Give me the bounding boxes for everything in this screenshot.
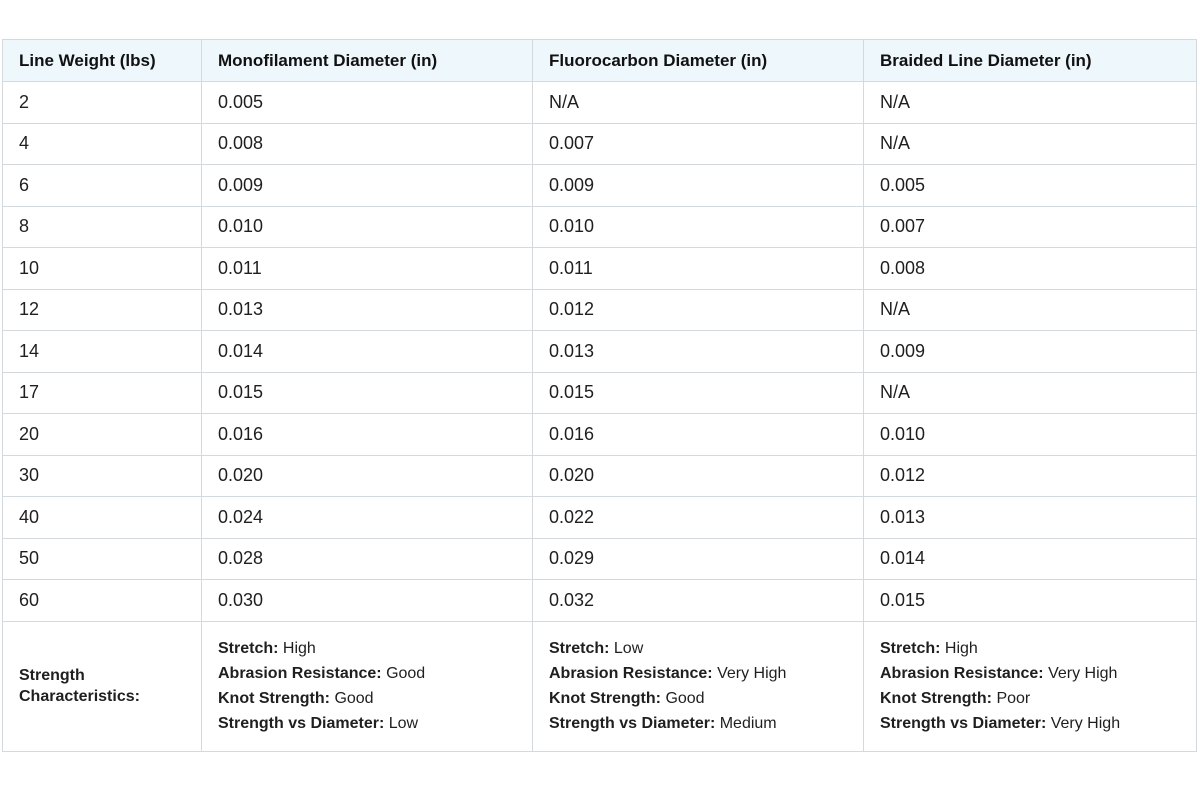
header-line-weight: Line Weight (lbs) xyxy=(3,40,202,82)
characteristic-line xyxy=(218,686,532,711)
cell-fluorocarbon: 0.007 xyxy=(533,123,864,165)
cell-braided: 0.009 xyxy=(864,331,1197,373)
cell-line-weight: 12 xyxy=(3,289,202,331)
strength-cell-monofilament xyxy=(202,621,533,751)
strength-cell-fluorocarbon xyxy=(533,621,864,751)
characteristic-line xyxy=(880,636,1196,661)
cell-line-weight: 6 xyxy=(3,165,202,207)
cell-monofilament: 0.024 xyxy=(202,497,533,539)
cell-monofilament: 0.008 xyxy=(202,123,533,165)
characteristic-value: Very High xyxy=(1050,715,1121,732)
characteristic-line xyxy=(880,711,1196,736)
cell-line-weight: 20 xyxy=(3,414,202,456)
cell-fluorocarbon: 0.012 xyxy=(533,289,864,331)
characteristic-value: Low xyxy=(388,715,419,732)
cell-braided: 0.013 xyxy=(864,497,1197,539)
characteristic-key: Stretch: xyxy=(218,640,279,657)
characteristic-line xyxy=(549,686,863,711)
characteristic-value: Good xyxy=(665,690,705,707)
characteristic-key: Stretch: xyxy=(549,640,610,657)
characteristic-line xyxy=(549,661,863,686)
cell-fluorocarbon: 0.032 xyxy=(533,580,864,622)
cell-monofilament: 0.015 xyxy=(202,372,533,414)
cell-braided: 0.012 xyxy=(864,455,1197,497)
cell-fluorocarbon: 0.016 xyxy=(533,414,864,456)
characteristic-key: Strength vs Diameter: xyxy=(549,715,716,732)
header-row xyxy=(3,40,1197,82)
cell-monofilament: 0.009 xyxy=(202,165,533,207)
characteristic-key: Knot Strength: xyxy=(218,690,330,707)
cell-braided: N/A xyxy=(864,289,1197,331)
cell-monofilament: 0.010 xyxy=(202,206,533,248)
characteristic-key: Knot Strength: xyxy=(549,690,661,707)
table-row xyxy=(3,455,1197,497)
cell-line-weight: 17 xyxy=(3,372,202,414)
table-row xyxy=(3,372,1197,414)
cell-line-weight: 2 xyxy=(3,82,202,124)
characteristic-value: Poor xyxy=(996,690,1031,707)
cell-line-weight: 4 xyxy=(3,123,202,165)
cell-braided: 0.008 xyxy=(864,248,1197,290)
cell-line-weight: 8 xyxy=(3,206,202,248)
cell-monofilament: 0.016 xyxy=(202,414,533,456)
cell-fluorocarbon: 0.022 xyxy=(533,497,864,539)
characteristic-key: Stretch: xyxy=(880,640,941,657)
characteristic-key: Abrasion Resistance: xyxy=(549,665,713,682)
characteristic-value: Low xyxy=(613,640,644,657)
characteristic-value: High xyxy=(282,640,316,657)
table-row xyxy=(3,82,1197,124)
cell-line-weight: 30 xyxy=(3,455,202,497)
strength-cell-braided xyxy=(864,621,1197,751)
characteristic-line xyxy=(549,711,863,736)
cell-line-weight: 14 xyxy=(3,331,202,373)
cell-fluorocarbon: 0.011 xyxy=(533,248,864,290)
characteristic-value: Good xyxy=(386,665,426,682)
cell-line-weight: 10 xyxy=(3,248,202,290)
characteristic-value: Good xyxy=(334,690,374,707)
cell-braided: N/A xyxy=(864,82,1197,124)
table-row xyxy=(3,206,1197,248)
characteristic-value: Medium xyxy=(719,715,777,732)
characteristic-key: Abrasion Resistance: xyxy=(880,665,1044,682)
cell-monofilament: 0.014 xyxy=(202,331,533,373)
characteristic-line xyxy=(218,711,532,736)
strength-label: Strength Characteristics: xyxy=(19,667,140,705)
cell-monofilament: 0.005 xyxy=(202,82,533,124)
table-row xyxy=(3,414,1197,456)
characteristic-line xyxy=(218,661,532,686)
table-body xyxy=(3,82,1197,752)
characteristic-value: High xyxy=(944,640,978,657)
characteristic-key: Abrasion Resistance: xyxy=(218,665,382,682)
table-row xyxy=(3,497,1197,539)
characteristic-line xyxy=(549,636,863,661)
cell-braided: N/A xyxy=(864,123,1197,165)
characteristic-line xyxy=(218,636,532,661)
cell-braided: 0.014 xyxy=(864,538,1197,580)
cell-monofilament: 0.030 xyxy=(202,580,533,622)
cell-line-weight: 50 xyxy=(3,538,202,580)
characteristic-line xyxy=(880,661,1196,686)
cell-monofilament: 0.011 xyxy=(202,248,533,290)
cell-braided: 0.015 xyxy=(864,580,1197,622)
table-row xyxy=(3,248,1197,290)
table-row xyxy=(3,580,1197,622)
characteristic-value: Very High xyxy=(717,665,787,682)
cell-fluorocarbon: 0.020 xyxy=(533,455,864,497)
cell-fluorocarbon: 0.015 xyxy=(533,372,864,414)
table-row xyxy=(3,165,1197,207)
characteristic-line xyxy=(880,686,1196,711)
header-fluorocarbon: Fluorocarbon Diameter (in) xyxy=(533,40,864,82)
table-row xyxy=(3,538,1197,580)
cell-fluorocarbon: 0.009 xyxy=(533,165,864,207)
cell-monofilament: 0.020 xyxy=(202,455,533,497)
cell-fluorocarbon: 0.029 xyxy=(533,538,864,580)
strength-characteristics-row xyxy=(3,621,1197,751)
cell-fluorocarbon: N/A xyxy=(533,82,864,124)
characteristic-key: Strength vs Diameter: xyxy=(218,715,385,732)
cell-line-weight: 60 xyxy=(3,580,202,622)
characteristic-key: Knot Strength: xyxy=(880,690,992,707)
header-monofilament: Monofilament Diameter (in) xyxy=(202,40,533,82)
table-row xyxy=(3,289,1197,331)
cell-line-weight: 40 xyxy=(3,497,202,539)
cell-fluorocarbon: 0.013 xyxy=(533,331,864,373)
cell-monofilament: 0.013 xyxy=(202,289,533,331)
characteristic-value: Very High xyxy=(1048,665,1118,682)
strength-label-cell xyxy=(3,621,202,751)
cell-monofilament: 0.028 xyxy=(202,538,533,580)
table-row xyxy=(3,331,1197,373)
table-row xyxy=(3,123,1197,165)
cell-braided: N/A xyxy=(864,372,1197,414)
cell-braided: 0.007 xyxy=(864,206,1197,248)
fishing-line-diameter-table xyxy=(2,39,1197,752)
cell-fluorocarbon: 0.010 xyxy=(533,206,864,248)
characteristic-key: Strength vs Diameter: xyxy=(880,715,1047,732)
cell-braided: 0.005 xyxy=(864,165,1197,207)
cell-braided: 0.010 xyxy=(864,414,1197,456)
header-braided: Braided Line Diameter (in) xyxy=(864,40,1197,82)
